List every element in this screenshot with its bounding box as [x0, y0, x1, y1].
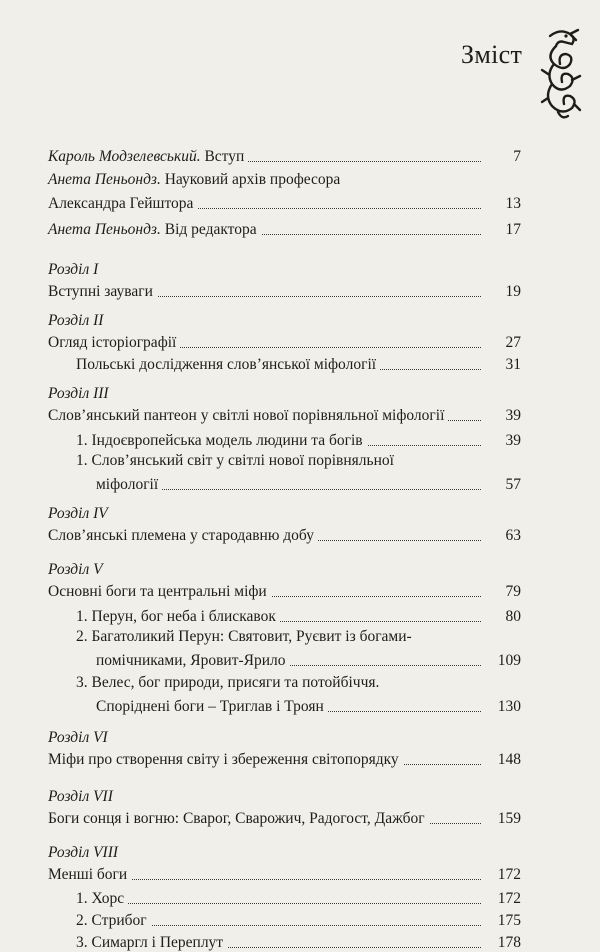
toc-entry[interactable]	[48, 403, 521, 425]
table-of-contents	[48, 144, 521, 952]
entry-title: 1. Перун, бог неба і блискавок	[76, 608, 280, 626]
entry-title: Слов’янські племена у стародавню добу	[48, 527, 318, 545]
page-number: 159	[494, 810, 521, 828]
toc-entry[interactable]	[48, 330, 521, 352]
page-number: 39	[502, 407, 522, 425]
toc-entry[interactable]	[48, 806, 521, 828]
chapter-label: Розділ II	[48, 312, 104, 329]
toc-entry-line: 3. Велес, бог природи, присяги та потойбіччя.	[76, 674, 380, 691]
toc-entry-line: 1. Слов’янський світ у світлі нової порівняльної	[76, 452, 394, 469]
entry-author: Анета Пеньондз.	[48, 221, 161, 238]
entry-title: Польські дослідження слов’янської міфології	[76, 356, 380, 374]
entry-title: Боги сонця і вогню: Сварог, Сварожич, Радогост, Дажбог	[48, 810, 429, 828]
entry-author: Анета Пеньондз.	[48, 171, 161, 188]
chapter-label: Розділ I	[48, 261, 99, 278]
chapter-label: Розділ III	[48, 385, 109, 402]
page-number: 57	[502, 476, 522, 494]
page-number: 17	[502, 221, 522, 239]
page-number: 172	[494, 890, 521, 908]
toc-entry[interactable]	[48, 428, 521, 450]
toc-entry[interactable]	[48, 604, 521, 626]
entry-title-cont: помічниками, Яровит-Ярило	[96, 652, 290, 670]
toc-entry[interactable]	[48, 279, 521, 301]
chapter-label: Розділ V	[48, 561, 103, 578]
page-number: 13	[502, 195, 522, 213]
entry-title: Вступ	[200, 148, 245, 165]
entry-title: Огляд історіографії	[48, 334, 180, 352]
entry-title-cont: Споріднені боги – Триглав і Троян	[96, 698, 328, 716]
toc-entry[interactable]	[48, 908, 521, 930]
page-number: 130	[494, 698, 521, 716]
toc-entry[interactable]	[48, 144, 521, 166]
toc-entry[interactable]	[48, 886, 521, 908]
toc-entry[interactable]	[48, 217, 521, 239]
page-number: 31	[502, 356, 522, 374]
page-title: Зміст	[461, 40, 523, 69]
toc-entry[interactable]	[48, 648, 521, 670]
page-number: 39	[502, 432, 522, 450]
page-number: 178	[494, 934, 521, 952]
entry-title: 2. Стрибог	[76, 912, 151, 930]
toc-entry[interactable]	[48, 694, 521, 716]
entry-title: Міфи про створення світу і збереження світопорядку	[48, 751, 403, 769]
toc-entry[interactable]	[48, 930, 521, 952]
entry-title: Вступні зауваги	[48, 283, 157, 301]
entry-title: Слов’янський пантеон у світлі нової порівняльної міфології	[48, 407, 448, 425]
toc-entry[interactable]	[48, 523, 521, 545]
toc-entry-line	[48, 169, 521, 191]
toc-entry[interactable]	[48, 862, 521, 884]
page-number: 7	[509, 148, 521, 166]
toc-entry-line: 2. Багатоликий Перун: Святовит, Руєвит із богами-	[76, 628, 412, 645]
page-number: 19	[502, 283, 522, 301]
entry-author: Кароль Модзелевський.	[48, 148, 201, 165]
chapter-label: Розділ VI	[48, 729, 108, 746]
toc-entry[interactable]	[48, 191, 521, 213]
page-number: 63	[502, 527, 522, 545]
entry-title-cont: міфології	[96, 476, 162, 494]
toc-entry[interactable]	[48, 352, 521, 374]
celtic-knot-dragon-ornament	[540, 26, 582, 122]
page-number: 79	[502, 583, 522, 601]
toc-entry[interactable]	[48, 747, 521, 769]
chapter-label: Розділ VII	[48, 788, 113, 805]
entry-title: Менші боги	[48, 866, 131, 884]
page-number: 172	[494, 866, 521, 884]
page-number: 109	[494, 652, 521, 670]
entry-title: Від редактора	[160, 221, 257, 238]
entry-title: 1. Хорс	[76, 890, 128, 908]
toc-entry[interactable]	[48, 579, 521, 601]
chapter-label: Розділ IV	[48, 505, 108, 522]
page-number: 27	[502, 334, 522, 352]
entry-title: 3. Симаргл і Переплут	[76, 934, 227, 952]
entry-title: 1. Індоєвропейська модель людини та богів	[76, 432, 367, 450]
page-number: 80	[502, 608, 522, 626]
page-number: 148	[494, 751, 521, 769]
toc-entry[interactable]	[48, 472, 521, 494]
page-number: 175	[494, 912, 521, 930]
entry-title-cont: Александра Гейштора	[48, 195, 197, 213]
entry-title: Основні боги та центральні міфи	[48, 583, 271, 601]
entry-title: Науковий архів професора	[160, 171, 341, 188]
chapter-label: Розділ VIII	[48, 844, 119, 861]
